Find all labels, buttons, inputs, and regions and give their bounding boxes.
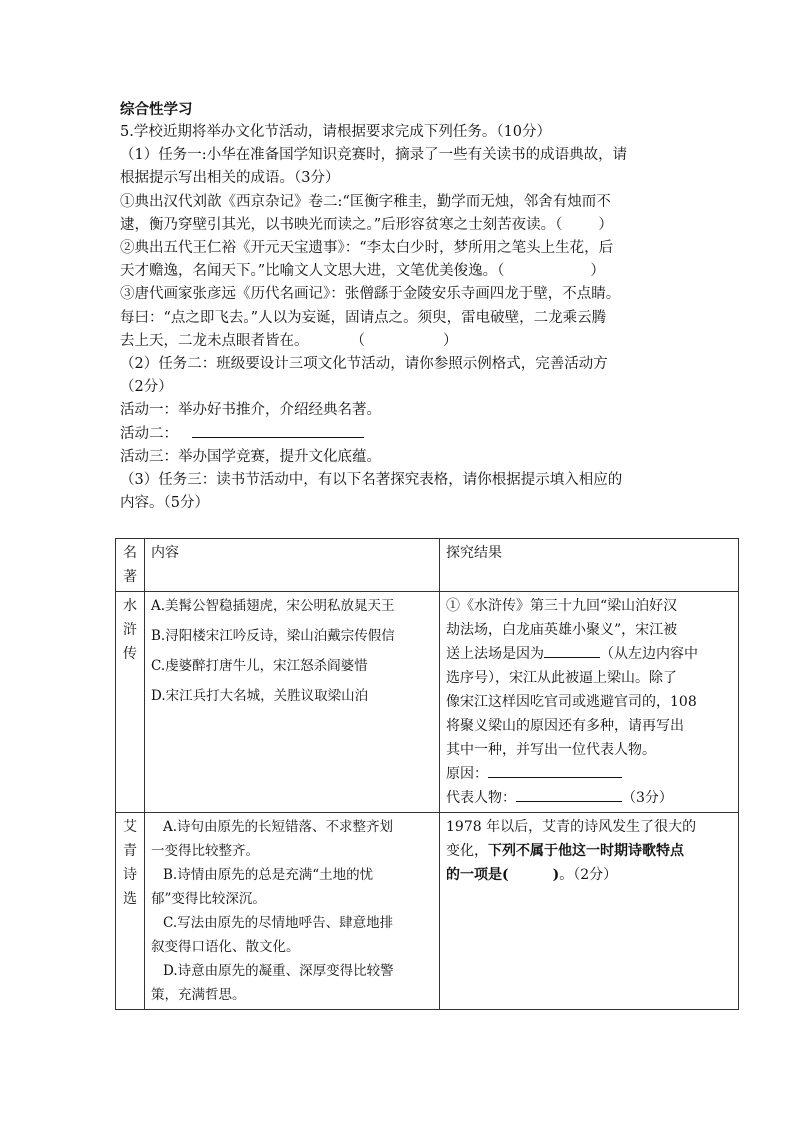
activity2-label: 活动二： [120,425,178,442]
task1-line2: 根据提示写出相关的成语。（3分） [120,170,340,187]
row1-name-cell: 水 浒 传 [116,592,145,813]
task1-item3-line3 [120,330,740,353]
task3-line1: （3）任务三：读书节活动中，有以下名著探究表格，请你根据提示填入相应的 [120,472,623,489]
row2-result-cell: 1978 年以后，艾青的诗风发生了很大的 变化，下列不属于他这一时期诗歌特点 的一项是( )。（2分） [440,813,739,1010]
activity3: 活动三：举办国学竞赛，提升文化底蕴。 [120,448,381,465]
activity1: 活动一：举办好书推介，介绍经典名著。 [120,402,381,419]
item3-text: 去上天，二龙未点眼者皆在。 [120,332,309,349]
item2-text: 天才赡逸，名闻天下。”比喻文人文思大进，文笔优美俊逸。（ [120,263,505,280]
question-stem: 5.学校近期将举办文化节活动，请根据要求完成下列任务。（10分） [120,124,552,140]
task2-line1: （2）任务二：班级要设计三项文化节活动，请你参照示例格式，完善活动方 [120,356,608,373]
task1-item2-line2 [120,260,740,283]
worksheet [120,98,740,515]
classic-novels-table [115,538,739,1010]
header-result-cell: 探究结果 [440,539,739,592]
item3-paren-open: （ [350,332,365,349]
task3-line2: 内容。（5分） [120,495,209,512]
row2-options-cell: A.诗句由原先的长短错落、不求整齐划 一变得比较整齐。 B.诗情由原先的总是充满“土地的忧 郁”变得比较深沉。 C.写法由原先的尽情地呼告、肆意地排 叙变得口语化、散文化。 D.诗意由原先的凝重、深厚变得比较警 策，充满哲思。 [145,813,440,1010]
activity2 [120,423,740,446]
option-c: C.虔婆醉打唐牛儿，宋江怒杀阎婆惜 [151,658,368,674]
option-b: B.诗情由原先的总是充满“土地的忧 [163,867,374,883]
task2-line2: （2分） [120,379,173,396]
task1-item3-line1: ③唐代画家张彦远《历代名画记》：张僧繇于金陵安乐寺画四龙于壁，不点睛。 [120,286,621,303]
option-d: D.诗意由原先的凝重、深厚变得比较警 [163,963,394,979]
option-a: A.诗句由原先的长短错落、不求整齐划 [163,819,394,835]
item2-paren-close: ） [590,263,605,280]
section-title: 综合性学习 [120,101,193,118]
task1-item1-line1: ①典出汉代刘歆《西京杂记》卷二:“匡衡字稚圭，勤学而无烛，邻舍有烛而不 [120,193,611,210]
option-c: C.写法由原先的尽情地呼告、肆意地排 [163,915,394,931]
item1-paren-close: ） [598,216,613,233]
task1-item3-line2: 每曰：“点之即飞去。”人以为妄诞，固请点之。须臾，雷电破壁，二龙乘云腾 [120,309,607,326]
reason-field: 原因： [446,762,732,786]
task1-line1: （1）任务一:小华在准备国学知识竞赛时，摘录了一些有关读书的成语典故，请 [120,147,628,164]
person-field: 代表人物： （3分） [446,786,732,810]
item1-text: 逮，衡乃穿壁引其光，以书映光而读之。”后形容贫寒之士刻苦夜读。（ [120,216,563,233]
row2-name-cell: 艾 青 诗 选 [116,813,145,1010]
table-header-row [116,539,739,592]
header-name-cell: 名 著 [116,539,145,592]
option-d: D.宋江兵打大名城，关胜议取梁山泊 [151,688,369,704]
sequence-answer-line[interactable] [544,643,600,658]
table-row [116,592,739,813]
row1-options-cell [145,592,440,813]
option-a: A.美髯公智稳插翅虎，宋公明私放晁天王 [151,598,395,614]
item3-paren-close: ） [443,332,458,349]
activity2-answer-line[interactable] [192,423,364,438]
task1-item2-line1: ②典出五代王仁裕《开元天宝遗事》：“李太白少时，梦所用之笔头上生花，后 [120,240,614,257]
person-answer-line[interactable] [516,787,622,802]
table-row [116,813,739,1010]
option-b: B.浔阳楼宋江吟反诗，梁山泊戴宗传假信 [151,628,395,644]
row1-result-cell: ①《水浒传》第三十九回“梁山泊好汉 劫法场，白龙庙英雄小聚义”，宋江被 送上法场是因为 （从左边内容中 选序号），宋江从此被逼上梁山。除了 像宋江这样因吃官司或逃避官司的，108 将聚义梁山的原因还有多种，请再写出 其中一种，并写出一位代表人物。 原因： 代表人物： （3分） [440,592,739,813]
header-content-cell: 内容 [145,539,440,592]
task1-item1-line2 [120,214,740,237]
reason-answer-line[interactable] [488,763,622,778]
